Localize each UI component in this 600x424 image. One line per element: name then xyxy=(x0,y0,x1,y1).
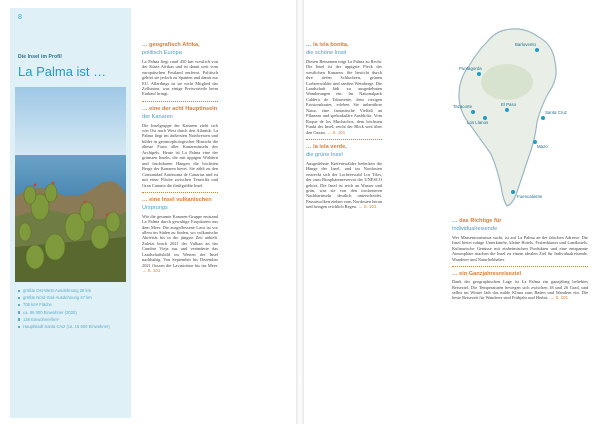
page-reference-link[interactable]: → S. 101 xyxy=(326,129,346,135)
section-volcanic xyxy=(142,197,218,274)
fact-item: größte Ost-West-Ausdehnung 28 km xyxy=(18,288,128,293)
fact-item: 126 Einwohner/km² xyxy=(18,317,128,322)
divider xyxy=(142,192,218,193)
page-number: 8 xyxy=(18,14,22,21)
fact-item: Hauptstadt Santa Cruz (ca. 15 600 Einwohner) xyxy=(18,324,128,329)
section-subheading: politisch Europa xyxy=(142,50,182,57)
sidebar-kicker: Die Insel im Profil xyxy=(18,54,62,60)
section-text: Wie die gesamte Kanaren-Gruppe entstand La Palma durch gewaltige Eruptionen aus dem Meer. Die ausgeflossene Lava ist vor allem im Süden zu finden, wo vulkanische Aktivität bis in die jüngste Zeit anhielt. Zuletzt brach 2021 der Vulkan an der Cumbre Vieja aus und veränderte das Landschaftsbild im Westen der Insel nachhaltig. Von September bis Dezember 2021 flossen die Lavaströme bis ins Meer. → S. 101 xyxy=(142,213,218,274)
fact-item: ca. 86 000 Einwohner (2020) xyxy=(18,310,128,315)
fact-item: 706 km² Fläche xyxy=(18,302,128,307)
map-label: Tazacorte xyxy=(453,104,473,109)
section-heading: … eine der acht Hauptinseln xyxy=(142,105,218,112)
section-text: La Palma liegt rund 450 km westlich von der Küste Afrikas und ist damit weit vom europäischen Festland entfernt. Politisch gehört sie jedoch zu Spanien und damit zur EU. Allerdings ist sie nicht Mitglied der Zollunion, was einige Preisvorteile beim Einkauf bringt. xyxy=(142,58,218,97)
section-main-islands xyxy=(142,106,218,188)
section-heading: … eine Insel vulkanischen xyxy=(142,196,212,203)
map-label: El Paso xyxy=(501,102,517,107)
text-column-1 xyxy=(142,42,218,278)
divider xyxy=(306,139,382,140)
chapter-title: La Palma ist … xyxy=(18,64,107,79)
section-heading: … das Richtige für xyxy=(452,218,502,224)
section-isla-verde xyxy=(306,144,382,210)
text-column-2 xyxy=(306,42,382,214)
section-individual xyxy=(452,218,588,262)
section-heading: … ein Ganzjahresreiseziel xyxy=(452,270,522,277)
section-subheading: Individualreisende xyxy=(452,226,498,233)
gutter xyxy=(296,0,304,424)
section-heading: … la isla verde, xyxy=(306,144,347,151)
fact-item: größte Nord-Süd-Ausdehnung 47 km xyxy=(18,295,128,300)
divider xyxy=(142,101,218,102)
cactus-coast-photo xyxy=(15,87,126,282)
section-subheading: Ursprungs xyxy=(142,205,168,212)
section-subheading: die schöne Insel xyxy=(306,50,347,57)
map-label: Puntagorda xyxy=(459,66,482,71)
section-isla-bonita xyxy=(306,42,382,135)
map-label: Mazo xyxy=(537,144,548,149)
page-reference-link[interactable]: → S. 101 xyxy=(358,204,377,210)
divider xyxy=(452,266,588,267)
map-label: Los Llanos xyxy=(467,120,489,125)
island-map xyxy=(445,22,581,212)
section-text: Diesen Beinamen trägt La Palma zu Recht. Die Insel ist der üppigste Fleck der westlichen Kanaren. Sie besticht durch ihre tiefen Schluchten, grünen Lorbeerwälder und sanften Weinberge. Die Landschaft lädt zu ausgedehnten Wanderungen ein. Im Nationalpark Caldera de Taburiente, dem riesigen Erosionskrater, erleben Sie unberührte Natur, eine fantastische Vielfalt an Pflanzen und spektakuläre Ausblicke. Vom Roque de los Muchachos, dem höchsten Punkt der Insel, reicht der Blick weit über den Ozean. → S. 101 xyxy=(306,58,382,135)
section-subheading: der Kanaren xyxy=(142,113,173,120)
section-year-round xyxy=(452,271,588,301)
section-text: Die Inselgruppe der Kanaren zieht sich von Ost nach West durch den Atlantik. La Palma liegt im äußersten Nordwesten und bildet in geomorphologischer Hinsicht die älteste Form aller Kanareninseln des Archipels. Heute ist La Palma eine der grünsten Inseln, die mit üppigen Wäldern und fruchtbaren Hängen die höchsten Berge der Kanaren bietet. Sie zählt zu den Comunidad Autónoma de Canarias und ist mit einer Fläche zwischen Teneriffa und Gran Canaria die fünftgrößte Insel. xyxy=(142,122,218,188)
page-reference-link[interactable]: → S. 101 xyxy=(549,295,569,301)
section-subheading: die grüne Insel xyxy=(306,152,343,159)
profile-sidebar xyxy=(10,8,131,418)
facts-list xyxy=(18,288,128,331)
section-heading: … geografisch Afrika, xyxy=(142,42,200,48)
page-reference-link[interactable]: → S. 101 xyxy=(142,268,161,274)
map-label: Barlovento xyxy=(515,42,536,47)
left-page xyxy=(0,0,296,424)
text-column-3 xyxy=(452,218,588,305)
section-geography xyxy=(142,42,218,97)
map-label: Santa Cruz xyxy=(545,110,567,115)
section-text: Dank der geographischen Lage ist La Palma ein ganzjährig beliebtes Reiseziel. Die Temperaturen bewegen sich zwischen 18 und 26 Grad, und selbst im Winter lädt das milde Klima zum Baden und Wandern ein. Die beste Reisezeit für Wanderer sind Frühjahr und Herbst. → S. 101 xyxy=(452,279,588,301)
section-heading: … la isla bonita, xyxy=(306,42,349,48)
section-text: Wer Massentourismus sucht, ist auf La Palma an der falschen Adresse. Die Insel bietet ruhige Unterkünfte, kleine Hotels, Ferienhäuser und Landhotels. Kulinarische Genüsse mit einheimischen Produkten und eine entspannte Atmosphäre machen die Insel zu einem idealen Ziel für Individualreisende, Wanderer und Naturliebhaber. xyxy=(452,234,588,262)
section-text: Ausgedehnte Kiefernwälder bedecken die Hänge der Insel, und im Nordosten erstreckt sich der Lorbeerwald Los Tilos, der zum Biosphärenreservat der UNESCO gehört. Die Insel ist reich an Wasser und grün, was sie von den trockeneren Nachbarinseln deutlich unterscheidet. Passatwolken ziehen vom Nordosten heran und bringen reichlich Regen. → S. 101 xyxy=(306,160,382,210)
map-label: Fuencaliente xyxy=(517,194,543,199)
